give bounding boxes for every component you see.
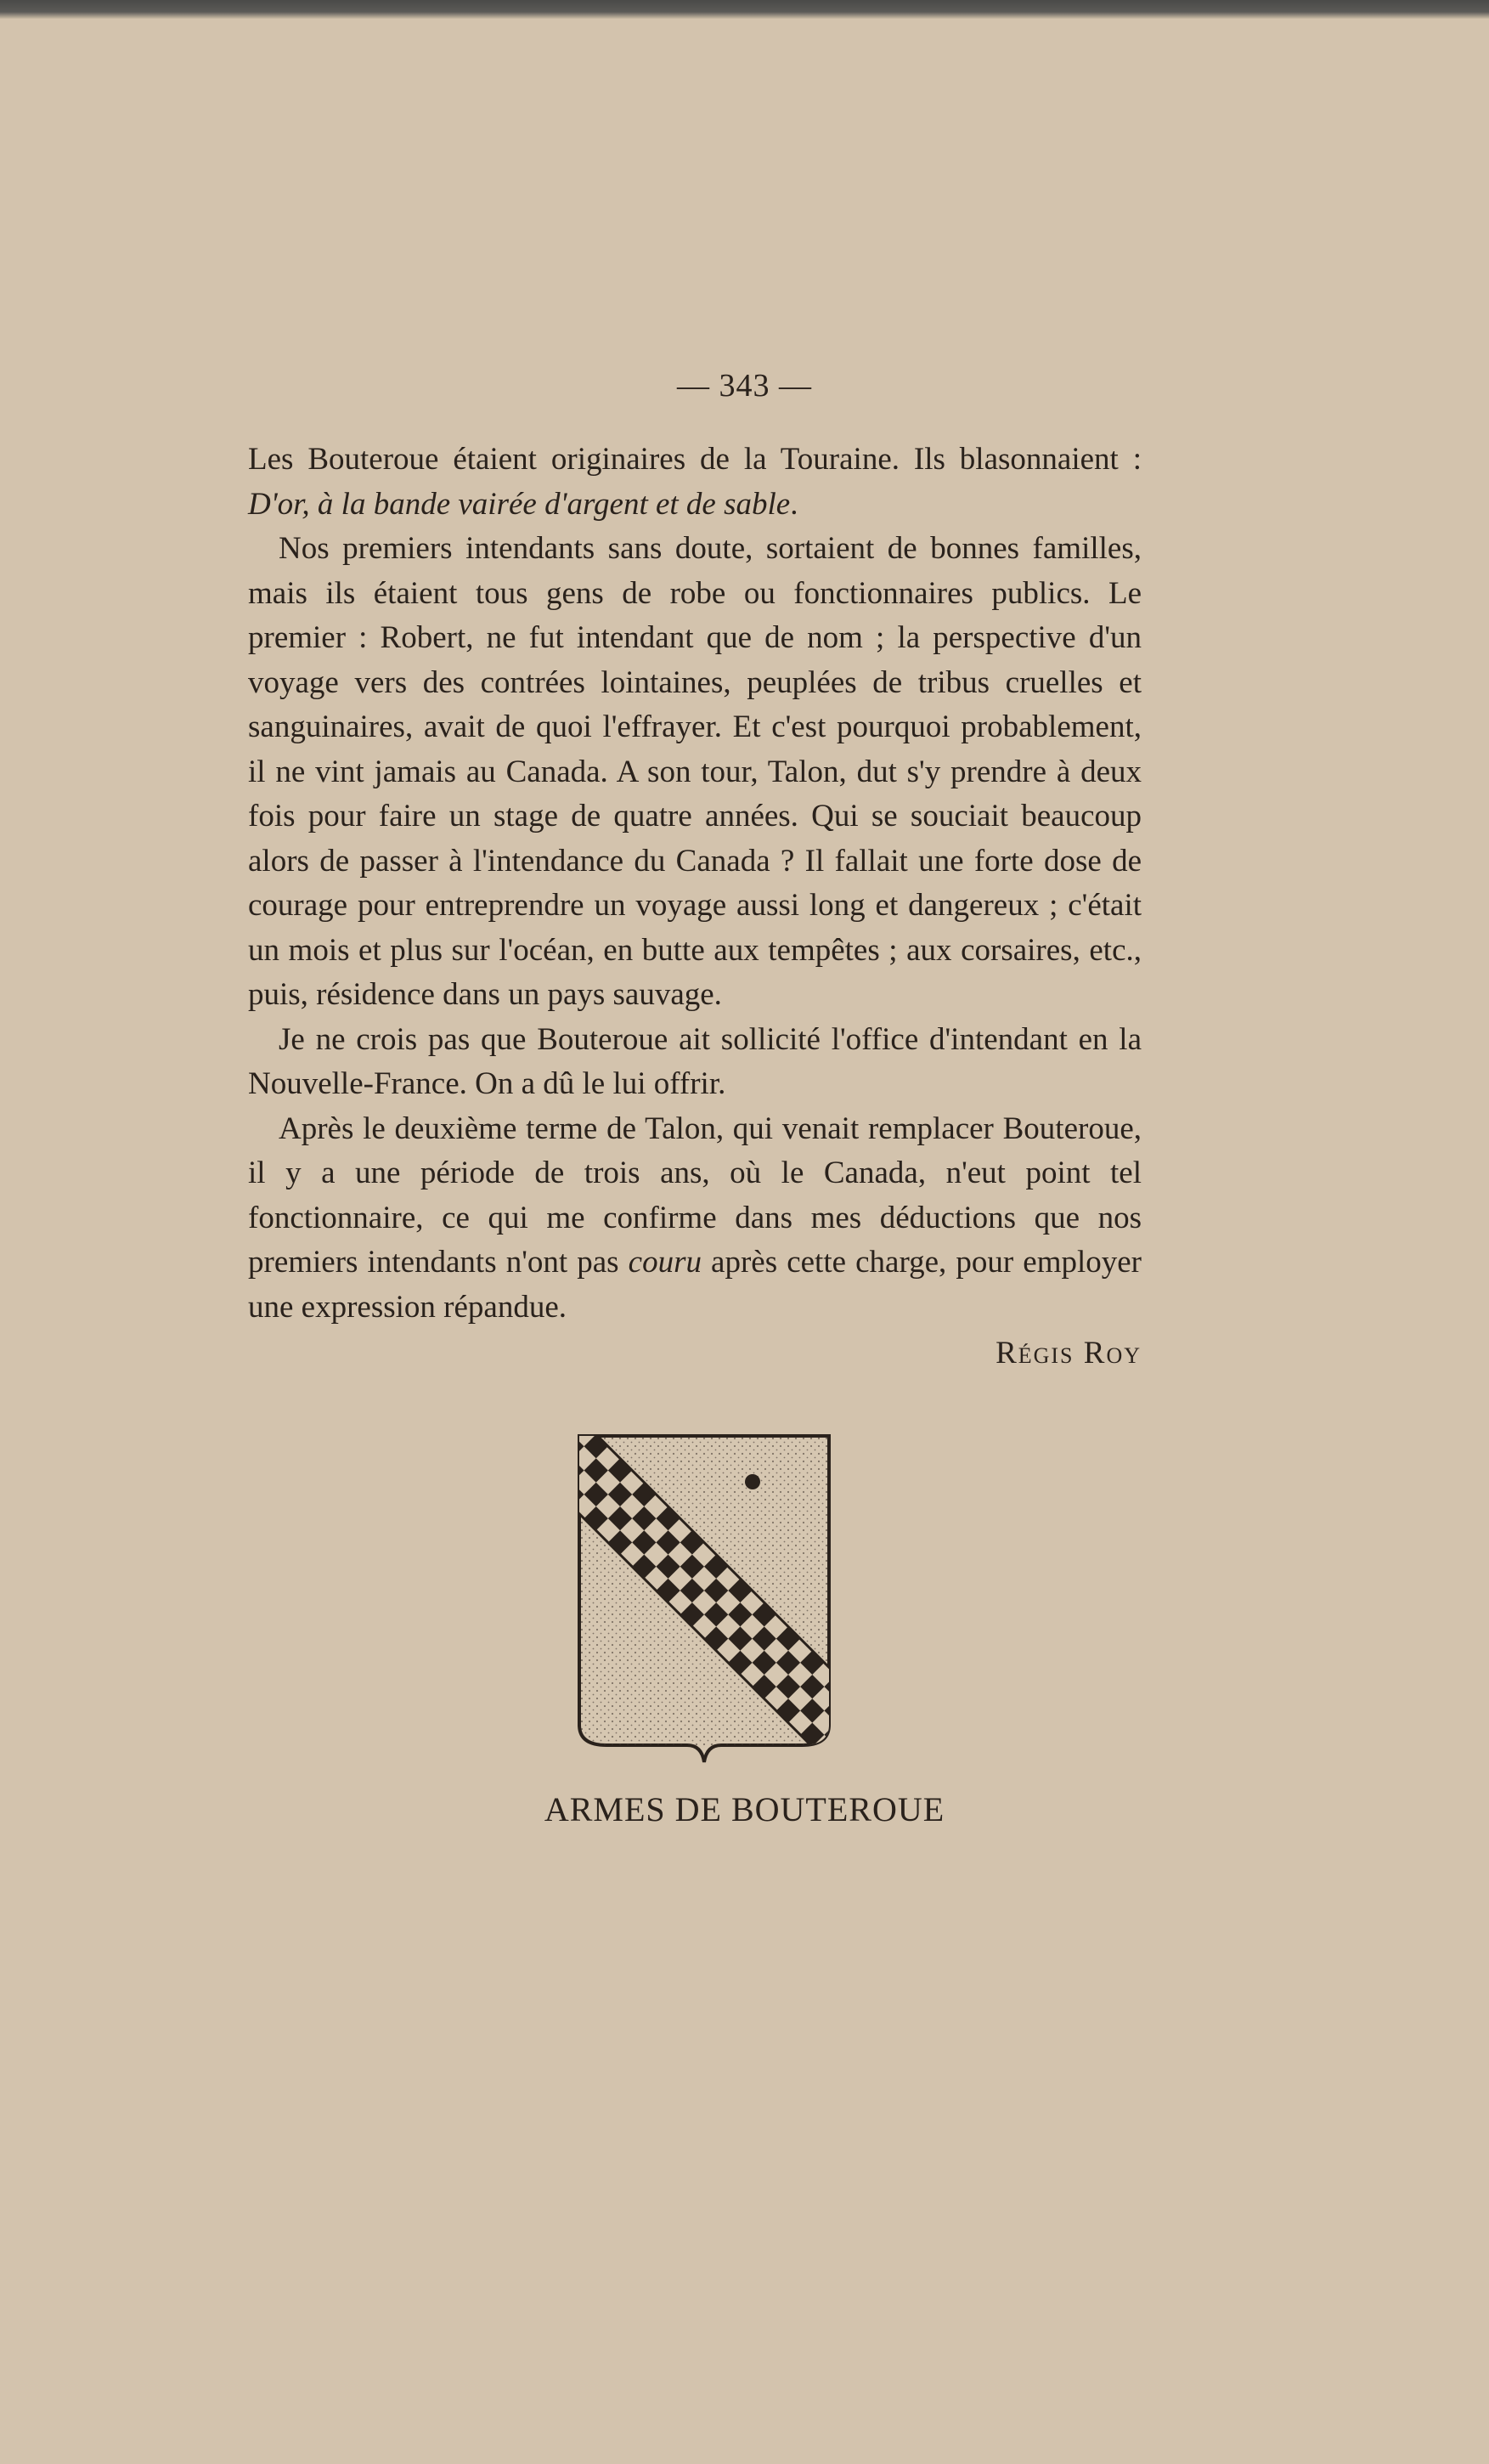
page-number: — 343 —	[677, 368, 812, 404]
text-run: Nos premiers intendants sans doute, sortaient de bonnes familles, mais ils étaient tous gens de robe ou fonctionnaires publics. Le premier : Robert, ne fut intendant que de nom ; la perspective d'un voyage vers des contrées lointaines, peuplées de tribus cruelles et sanguinaires, avait de quoi l'effrayer. Et c'est pourquoi probablement, il ne vint jamais au Canada. A son tour, Talon, dut s'y prendre à deux fois pour faire un stage de quatre années. Qui se souciait beaucoup alors de passer à l'intendance du Canada ? Il fallait une forte dose de courage pour entreprendre un voyage aussi long et dangereux ; c'était un mois et plus sur l'océan, en butte aux tempêtes ; aux corsaires, etc., puis, résidence dans un pays sauvage.	[248, 531, 1142, 1012]
text-run: Je ne crois pas que Bouteroue ait sollicité l'office d'intendant en la Nouvelle-France. On a dû le lui offrir.	[248, 1021, 1142, 1101]
blazon-italic: D'or, à la bande vairée d'argent et de sable	[248, 486, 791, 522]
emphasis-italic: couru	[628, 1245, 702, 1280]
paragraph-1	[248, 438, 1142, 527]
text-run: Les Bouteroue étaient originaires de la Touraine. Ils blasonnaient :	[248, 442, 1142, 477]
paragraph-3	[248, 1018, 1142, 1107]
author-signature: Régis Roy	[995, 1336, 1142, 1370]
body-text	[248, 438, 1142, 1376]
text-run: après cette charge, pour employer une expression répandue.	[248, 1245, 1142, 1325]
coat-of-arms-shield-image	[572, 1429, 836, 1777]
text-run: .	[790, 486, 798, 522]
scan-top-edge	[0, 0, 1489, 19]
text-run: Après le deuxième terme de Talon, qui venait remplacer Bouteroue, il y a une période de trois ans, où le Canada, n'eut point tel fonctionnaire, ce qui me confirme dans mes déductions que nos premiers intendants n'ont pas	[248, 1110, 1142, 1280]
paragraph-2	[248, 527, 1142, 1018]
paragraph-4	[248, 1107, 1142, 1331]
figure-caption: ARMES DE BOUTEROUE	[544, 1790, 945, 1828]
